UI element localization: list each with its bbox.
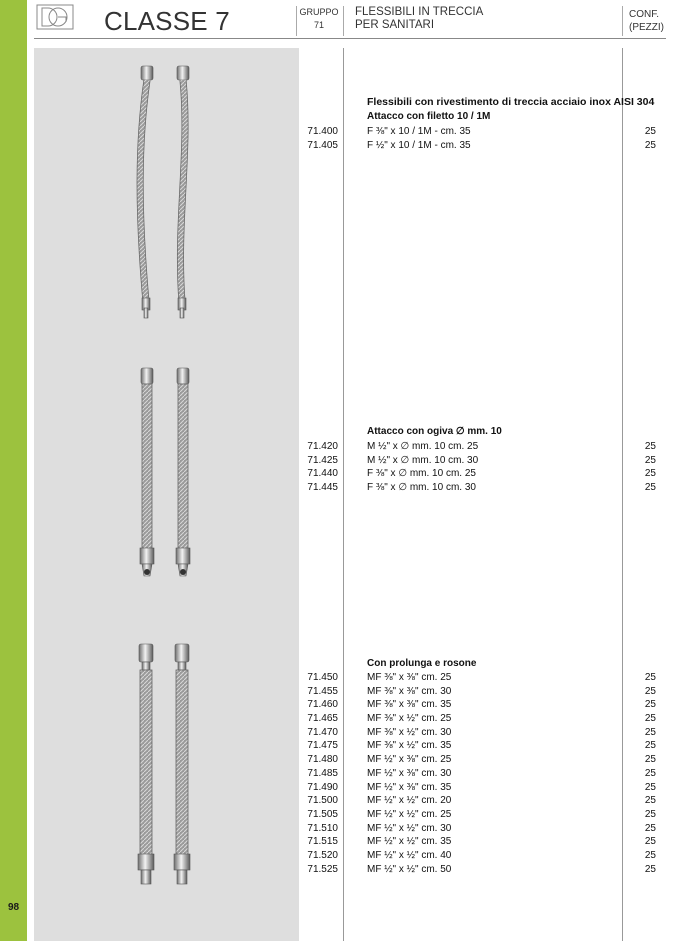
qty-column [620,125,656,152]
product-code: 71.440 [307,468,338,480]
pack-quantity: 25 [644,795,656,807]
pack-quantity: 25 [644,685,656,697]
pack-quantity: 25 [644,781,656,793]
pack-quantity: 25 [644,740,656,752]
description-column [367,125,471,152]
product-description: MF ⅜" x ½" cm. 35 [367,740,452,752]
product-code: 71.480 [307,754,338,766]
catalog-main-title: Flessibili con rivestimento di treccia acciaio inox AISI 304 [367,96,655,108]
qty-column [620,671,656,876]
product-code: 71.405 [307,139,338,151]
class-title: CLASSE 7 [104,6,230,36]
header-divider [622,6,623,36]
pack-quantity: 25 [644,808,656,820]
pack-quantity: 25 [644,713,656,725]
product-code: 71.505 [307,808,338,820]
pack-quantity: 25 [644,139,656,151]
pack-quantity: 25 [644,699,656,711]
product-description: MF ½" x ½" cm. 35 [367,836,452,848]
header-title [355,6,483,32]
header-divider [343,6,344,36]
header-title-line1: FLESSIBILI IN TRECCIA [355,6,484,18]
product-description: F ⅜" x ∅ mm. 10 cm. 25 [367,468,476,480]
product-description: MF ⅜" x ½" cm. 25 [367,713,452,725]
pack-quantity: 25 [644,767,656,779]
hose-image-threaded [120,62,210,327]
product-description: F ⅜" x 10 / 1M - cm. 35 [367,126,471,137]
header-rule [34,38,666,39]
product-code: 71.400 [307,126,338,137]
side-color-bar [0,0,27,941]
pack-quantity: 25 [644,126,656,137]
product-code: 71.515 [307,836,338,848]
product-code: 71.520 [307,849,338,861]
pack-quantity: 25 [644,863,656,875]
description-column [367,440,478,495]
pack-quantity: 25 [644,672,656,683]
column-divider [343,48,344,941]
product-description: M ½" x ∅ mm. 10 cm. 25 [367,441,479,452]
product-description: M ½" x ∅ mm. 10 cm. 30 [367,454,479,466]
product-code: 71.420 [307,441,338,452]
product-description: MF ½" x ½" cm. 40 [367,849,452,861]
section-title: Con prolunga e rosone [367,658,477,669]
group-number: 71 [313,20,324,30]
conf-header [629,8,664,34]
product-description: MF ½" x ⅜" cm. 30 [367,767,452,779]
product-description: MF ⅜" x ⅜" cm. 35 [367,699,452,711]
description-column [367,671,451,876]
product-code: 71.485 [307,767,338,779]
product-code: 71.500 [307,795,338,807]
conf-sublabel: (PEZZI) [629,22,664,33]
hose-image-extension [120,640,210,890]
conf-label: CONF. [629,9,659,20]
product-description: MF ½" x ⅜" cm. 25 [367,754,452,766]
pack-quantity: 25 [644,441,656,452]
pack-quantity: 25 [644,822,656,834]
product-code: 71.425 [307,454,338,466]
product-description: MF ⅜" x ⅜" cm. 30 [367,685,452,697]
header-title-line2: PER SANITARI [355,19,435,31]
page-number: 98 [7,902,20,913]
product-code: 71.525 [307,863,338,875]
product-description: MF ⅜" x ½" cm. 30 [367,726,452,738]
product-description: MF ½" x ⅜" cm. 35 [367,781,452,793]
product-code: 71.465 [307,713,338,725]
code-column [300,125,338,152]
pack-quantity: 25 [644,754,656,766]
product-description: MF ½" x ½" cm. 20 [367,795,452,807]
product-code: 71.455 [307,685,338,697]
pack-quantity: 25 [644,482,656,494]
pack-quantity: 25 [644,726,656,738]
section-title: Attacco con filetto 10 / 1M [367,111,491,122]
product-description: F ⅜" x ∅ mm. 10 cm. 30 [367,482,476,494]
product-code: 71.490 [307,781,338,793]
product-code: 71.445 [307,482,338,494]
product-code: 71.460 [307,699,338,711]
product-code: 71.470 [307,726,338,738]
hose-image-ogive [120,364,210,589]
product-description: MF ½" x ½" cm. 25 [367,808,452,820]
product-code: 71.510 [307,822,338,834]
pack-quantity: 25 [644,468,656,480]
group-label: GRUPPO [299,7,339,17]
section-title: Attacco con ogiva ∅ mm. 10 [367,426,502,437]
product-code: 71.450 [307,672,338,683]
code-column [300,440,338,495]
group-box [298,6,340,32]
qty-column [620,440,656,495]
header-divider [296,6,297,36]
pack-quantity: 25 [644,849,656,861]
company-logo-icon [36,4,74,30]
product-description: MF ⅜" x ⅜" cm. 25 [367,672,452,683]
pack-quantity: 25 [644,836,656,848]
product-description: MF ½" x ½" cm. 30 [367,822,452,834]
code-column [300,671,338,876]
product-code: 71.475 [307,740,338,752]
product-description: F ½" x 10 / 1M - cm. 35 [367,139,471,151]
pack-quantity: 25 [644,454,656,466]
product-description: MF ½" x ½" cm. 50 [367,863,452,875]
